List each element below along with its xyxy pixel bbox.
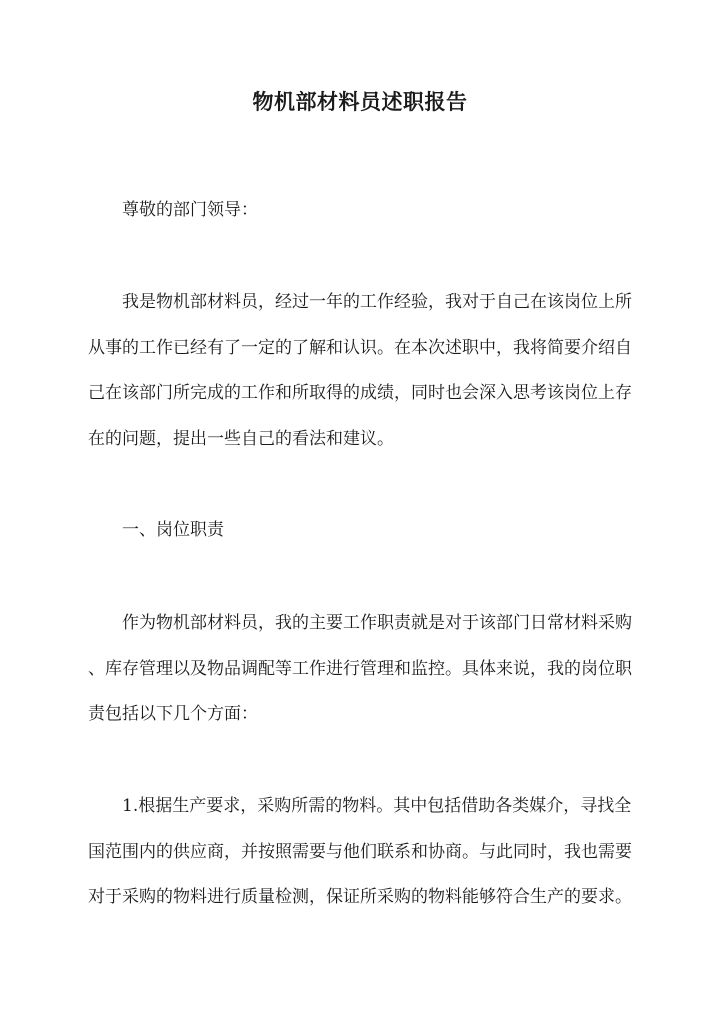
intro-line: 在的问题，提出一些自己的看法和建议。 [88,428,394,449]
item-line: 1.根据生产要求，采购所需的物料。其中包括借助各类媒介，寻找全 [122,796,632,816]
salutation [88,188,634,234]
item-line: 对于采购的物料进行质量检测，保证所采购的物料能够符合生产的要求。 [88,887,632,907]
section-heading-text: 一、岗位职责 [122,520,224,540]
intro-line: 我是物机部材料员，经过一年的工作经验，我对于自己在该岗位上所 [122,292,632,312]
responsibilities-line: 、库存管理以及物品调配等工作进行管理和监控。具体来说，我的岗位职 [88,658,632,679]
item-line: 国范围内的供应商，并按照需要与他们联系和协商。与此同时，我也需要 [88,841,632,862]
salutation-text: 尊敬的部门领导： [122,200,258,220]
document-title: 物机部材料员述职报告 [252,89,468,114]
responsibility-item-1 [88,784,634,921]
section-heading-responsibilities [88,508,634,554]
responsibilities-line: 责包括以下几个方面： [88,704,258,724]
intro-line: 从事的工作已经有了一定的了解和认识。在本次述职中，我将简要介绍自 [88,337,632,358]
responsibilities-line: 作为物机部材料员，我的主要工作职责就是对于该部门日常材料采购 [122,613,632,633]
responsibilities-intro-paragraph [88,601,634,738]
intro-paragraph [88,280,634,462]
intro-line: 己在该部门所完成的工作和所取得的成绩，同时也会深入思考该岗位上存 [88,383,632,403]
